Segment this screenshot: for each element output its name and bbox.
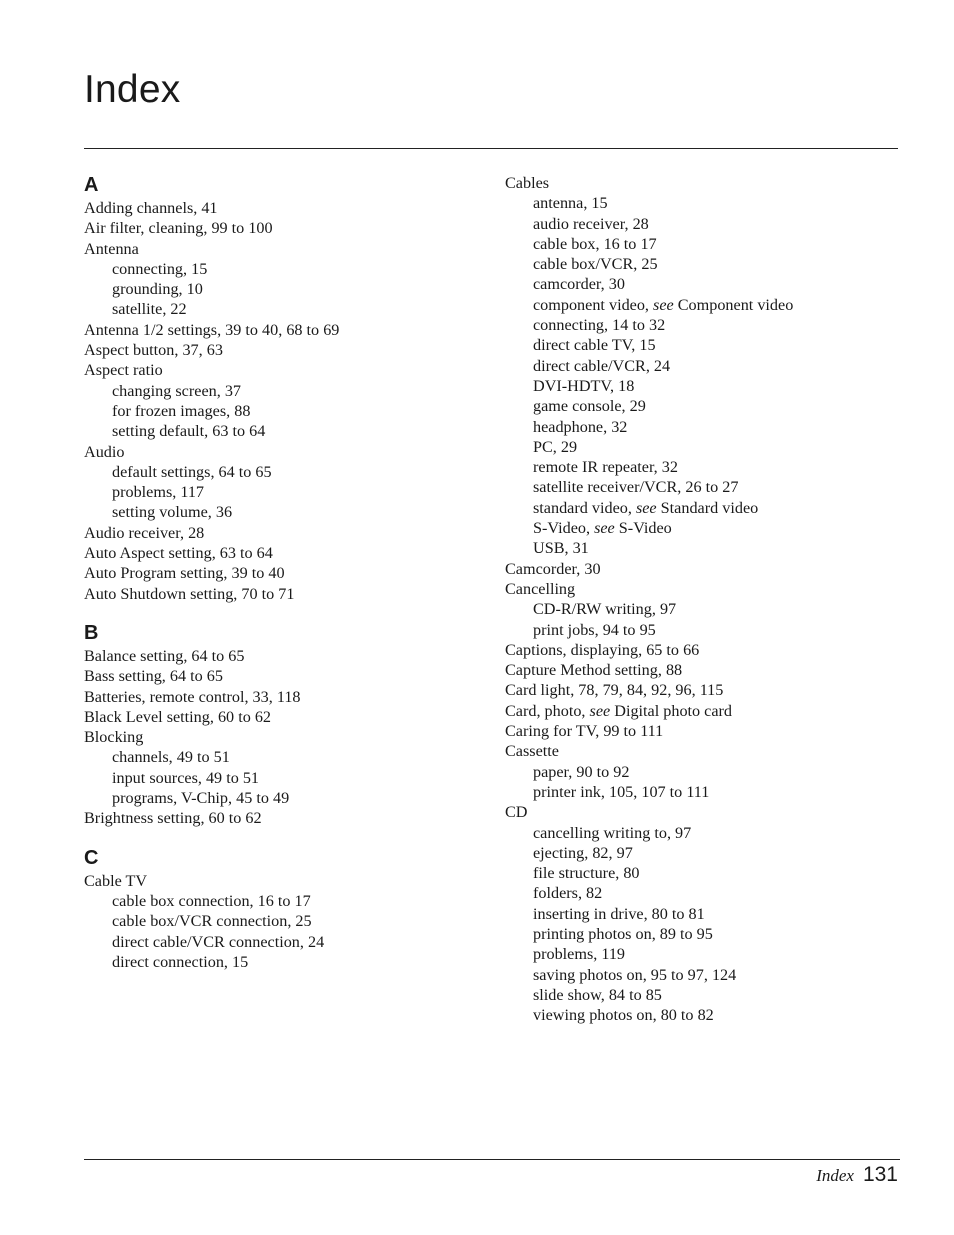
see-reference-target: Digital photo card [614,701,733,720]
entry-text: Antenna [84,239,139,258]
entry-text: PC, 29 [533,437,578,456]
index-entry [84,687,484,707]
entry-text: DVI-HDTV, 18 [533,376,635,395]
entry-text: Adding channels, 41 [84,199,218,217]
index-entry [505,173,905,193]
index-subentry [84,421,484,441]
see-reference-marker: see [594,519,615,538]
index-subentry [505,396,905,416]
entry-text: Aspect ratio [84,361,163,380]
entry-text: satellite receiver/VCR, 26 to 27 [533,478,739,497]
index-subentry [505,620,905,640]
index-subentry [84,788,484,808]
entry-text: file structure, 80 [533,864,640,883]
entry-text: Blocking [84,728,144,747]
index-subentry [505,214,905,234]
index-subentry [84,381,484,401]
entry-text: channels, 49 to 51 [112,748,230,767]
index-subentry [505,883,905,903]
page-title: Index [84,68,181,111]
index-entry [505,721,905,741]
index-column-left [84,172,484,972]
index-entry [505,701,905,721]
see-reference-marker: see [589,701,611,720]
entry-text: paper, 90 to 92 [533,762,630,781]
index-entry [505,741,905,761]
entry-text: direct cable TV, 15 [533,336,656,355]
index-subentry [84,502,484,522]
section-letter: C [84,846,99,869]
entry-text: Card, photo, [505,701,586,720]
index-subentry [84,747,484,767]
entry-text: changing screen, 37 [112,381,242,400]
entry-text: Auto Aspect setting, 63 to 64 [84,544,273,563]
index-subentry [505,315,905,335]
index-subentry [505,518,905,538]
entry-text: CD-R/RW writing, 97 [533,600,677,619]
index-subentry [84,891,484,911]
index-subentry [84,932,484,952]
index-column-right [505,173,905,1025]
index-subentry [84,299,484,319]
page-footer [816,1163,898,1187]
index-subentry [505,1005,905,1025]
entry-text: Cables [505,174,550,192]
index-subentry [505,782,905,802]
entry-text: printer ink, 105, 107 to 111 [533,782,710,801]
index-entry [505,579,905,599]
entry-text: Bass setting, 64 to 65 [84,667,223,686]
section-letter: B [84,621,99,644]
entry-text: saving photos on, 95 to 97, 124 [533,965,737,984]
index-subentry [505,457,905,477]
index-subentry [505,295,905,315]
entry-text: USB, 31 [533,539,589,558]
index-entry [84,646,484,666]
index-subentry [84,462,484,482]
index-subentry [505,356,905,376]
see-reference-target: S-Video [618,519,672,538]
entry-text: component video, [533,295,649,314]
entry-text: problems, 117 [112,483,205,502]
page-number: 131 [862,1163,898,1186]
index-subentry [505,254,905,274]
index-entry [84,707,484,727]
section-letter: A [84,174,99,196]
index-subentry [505,843,905,863]
entry-text: inserting in drive, 80 to 81 [533,904,705,923]
entry-text: headphone, 32 [533,417,628,436]
entry-text: antenna, 15 [533,194,608,213]
index-entry [505,802,905,822]
index-subentry [84,259,484,279]
entry-text: direct cable/VCR, 24 [533,356,671,375]
entry-text: Card light, 78, 79, 84, 92, 96, 115 [505,681,724,700]
entry-text: Audio [84,442,125,461]
index-entry [84,523,484,543]
index-subentry [84,482,484,502]
entry-text: Black Level setting, 60 to 62 [84,707,272,726]
index-entry [84,340,484,360]
index-entry [505,559,905,579]
entry-text: Aspect button, 37, 63 [84,341,223,360]
entry-text: Camcorder, 30 [505,559,601,578]
entry-text: Audio receiver, 28 [84,523,205,542]
entry-text: cancelling writing to, 97 [533,823,692,842]
entry-text: Capture Method setting, 88 [505,661,683,680]
index-subentry [505,823,905,843]
entry-text: cable box/VCR connection, 25 [112,912,312,931]
entry-text: Caring for TV, 99 to 111 [505,722,664,741]
entry-text: CD [505,803,528,822]
index-subentry [505,538,905,558]
entry-text: input sources, 49 to 51 [112,768,260,787]
entry-text: Air filter, cleaning, 99 to 100 [84,219,273,238]
index-subentry [505,376,905,396]
index-subentry [84,279,484,299]
index-subentry [505,498,905,518]
index-entry [84,320,484,340]
entry-text: print jobs, 94 to 95 [533,620,656,639]
entry-text: cable box, 16 to 17 [533,234,657,253]
entry-text: default settings, 64 to 65 [112,462,272,481]
entry-text: audio receiver, 28 [533,214,649,233]
index-subentry [84,401,484,421]
index-entry [505,660,905,680]
index-entry [84,360,484,380]
index-subentry [84,911,484,931]
entry-text: problems, 119 [533,945,626,964]
see-reference-marker: see [635,498,657,517]
index-entry [84,871,484,891]
index-subentry [505,904,905,924]
index-subentry [505,599,905,619]
entry-text: setting default, 63 to 64 [112,422,266,441]
entry-text: viewing photos on, 80 to 82 [533,1006,714,1025]
entry-text: connecting, 15 [112,259,208,278]
header-rule [84,148,898,149]
entry-text: Cancelling [505,579,576,598]
entry-text: setting volume, 36 [112,503,233,522]
entry-text: Cassette [505,742,559,761]
entry-text: Antenna 1/2 settings, 39 to 40, 68 to 69 [84,320,340,339]
index-entry [505,680,905,700]
entry-text: connecting, 14 to 32 [533,316,666,335]
entry-text: camcorder, 30 [533,275,625,294]
entry-text: remote IR repeater, 32 [533,458,678,477]
entry-text: Batteries, remote control, 33, 118 [84,687,301,706]
index-subentry [505,417,905,437]
index-entry [84,239,484,259]
entry-text: satellite, 22 [112,300,187,319]
index-subentry [505,193,905,213]
index-entry [84,584,484,604]
index-subentry [505,274,905,294]
entry-text: cable box connection, 16 to 17 [112,891,311,910]
see-reference-marker: see [653,295,674,314]
index-entry [84,727,484,747]
entry-text: S-Video, [533,519,591,538]
index-subentry [505,863,905,883]
index-subentry [505,762,905,782]
entry-text: Balance setting, 64 to 65 [84,646,245,665]
index-subentry [84,768,484,788]
entry-text: game console, 29 [533,397,646,416]
entry-text: folders, 82 [533,884,603,903]
entry-text: ejecting, 82, 97 [533,843,633,862]
index-entry [505,640,905,660]
index-subentry [505,924,905,944]
index-entry [84,666,484,686]
entry-text: Captions, displaying, 65 to 66 [505,640,700,659]
index-subentry [505,477,905,497]
index-subentry [505,437,905,457]
see-reference-target: Component video [677,295,794,314]
entry-text: programs, V-Chip, 45 to 49 [112,789,290,808]
index-subentry [505,985,905,1005]
entry-text: standard video, [533,498,632,517]
index-entry [84,198,484,218]
entry-text: Cable TV [84,871,148,890]
index-subentry [84,952,484,972]
entry-text: direct cable/VCR connection, 24 [112,932,325,951]
footer-rule [84,1159,900,1160]
see-reference-target: Standard video [660,498,759,517]
index-subentry [505,944,905,964]
index-subentry [505,234,905,254]
footer-label: Index [816,1166,854,1185]
index-entry [84,563,484,583]
entry-text: Brightness setting, 60 to 62 [84,809,262,828]
entry-text: for frozen images, 88 [112,401,251,420]
entry-text: grounding, 10 [112,280,203,299]
entry-text: Auto Program setting, 39 to 40 [84,564,285,583]
index-entry [84,543,484,563]
index-entry [84,808,484,828]
entry-text: printing photos on, 89 to 95 [533,924,713,943]
entry-text: Auto Shutdown setting, 70 to 71 [84,584,295,603]
index-entry [84,442,484,462]
index-entry [84,218,484,238]
index-subentry [505,335,905,355]
index-subentry [505,965,905,985]
entry-text: cable box/VCR, 25 [533,255,658,274]
entry-text: direct connection, 15 [112,952,249,971]
entry-text: slide show, 84 to 85 [533,985,662,1004]
